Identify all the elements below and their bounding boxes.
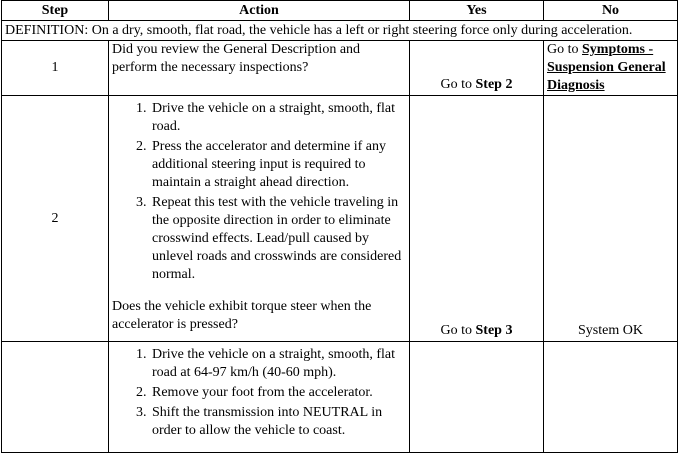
table-row (2, 41, 678, 96)
action-cell (109, 41, 410, 96)
list-item: 2. Press the accelerator and determine if any additional steering input is required to maintain a straight ahead direction. (150, 138, 406, 192)
yes-prefix: Go to (440, 77, 476, 92)
header-action: Action (109, 1, 410, 21)
header-row (2, 1, 678, 21)
no-cell (544, 342, 678, 453)
header-no: No (544, 1, 678, 21)
definition-text: DEFINITION: On a dry, smooth, flat road, the vehicle has a left or right steering force only during acceleration. (2, 21, 678, 41)
yes-prefix: Go to (440, 323, 476, 338)
action-cell (109, 96, 410, 342)
definition-row (2, 21, 678, 41)
yes-cell (410, 96, 544, 342)
step-2-link[interactable]: Step 2 (475, 77, 513, 92)
yes-cell (410, 342, 544, 453)
action-question: Does the vehicle exhibit torque steer when the accelerator is pressed? (112, 299, 372, 332)
diagnostic-table (1, 0, 678, 453)
step-number (2, 342, 109, 453)
action-question: Did you review the General Description and perform the necessary inspections? (112, 42, 361, 75)
table-row (2, 342, 678, 453)
action-list (112, 346, 406, 440)
yes-cell (410, 41, 544, 96)
step-3-link[interactable]: Step 3 (475, 323, 513, 338)
no-cell: System OK (544, 96, 678, 342)
list-item: 1. Drive the vehicle on a straight, smooth, flat road. (150, 100, 406, 136)
list-item: 3. Repeat this test with the vehicle traveling in the opposite direction in order to eliminate crosswind effects. Lead/pull caused by unlevel roads and crosswinds are considered normal. (150, 194, 406, 284)
symptoms-link[interactable]: Symptoms - Suspension General Diagnosis (547, 42, 666, 93)
header-step: Step (2, 1, 109, 21)
no-prefix: Go to (547, 42, 582, 57)
step-number: 1 (2, 41, 109, 96)
no-cell (544, 41, 678, 96)
step-number: 2 (2, 96, 109, 342)
action-list (112, 100, 406, 284)
table-row (2, 96, 678, 342)
header-yes: Yes (410, 1, 544, 21)
list-item: 1. Drive the vehicle on a straight, smooth, flat road at 64-97 km/h (40-60 mph). (150, 346, 406, 382)
list-item: 3. Shift the transmission into NEUTRAL in order to allow the vehicle to coast. (150, 404, 406, 440)
action-cell (109, 342, 410, 453)
list-item: 2. Remove your foot from the accelerator. (150, 384, 406, 402)
